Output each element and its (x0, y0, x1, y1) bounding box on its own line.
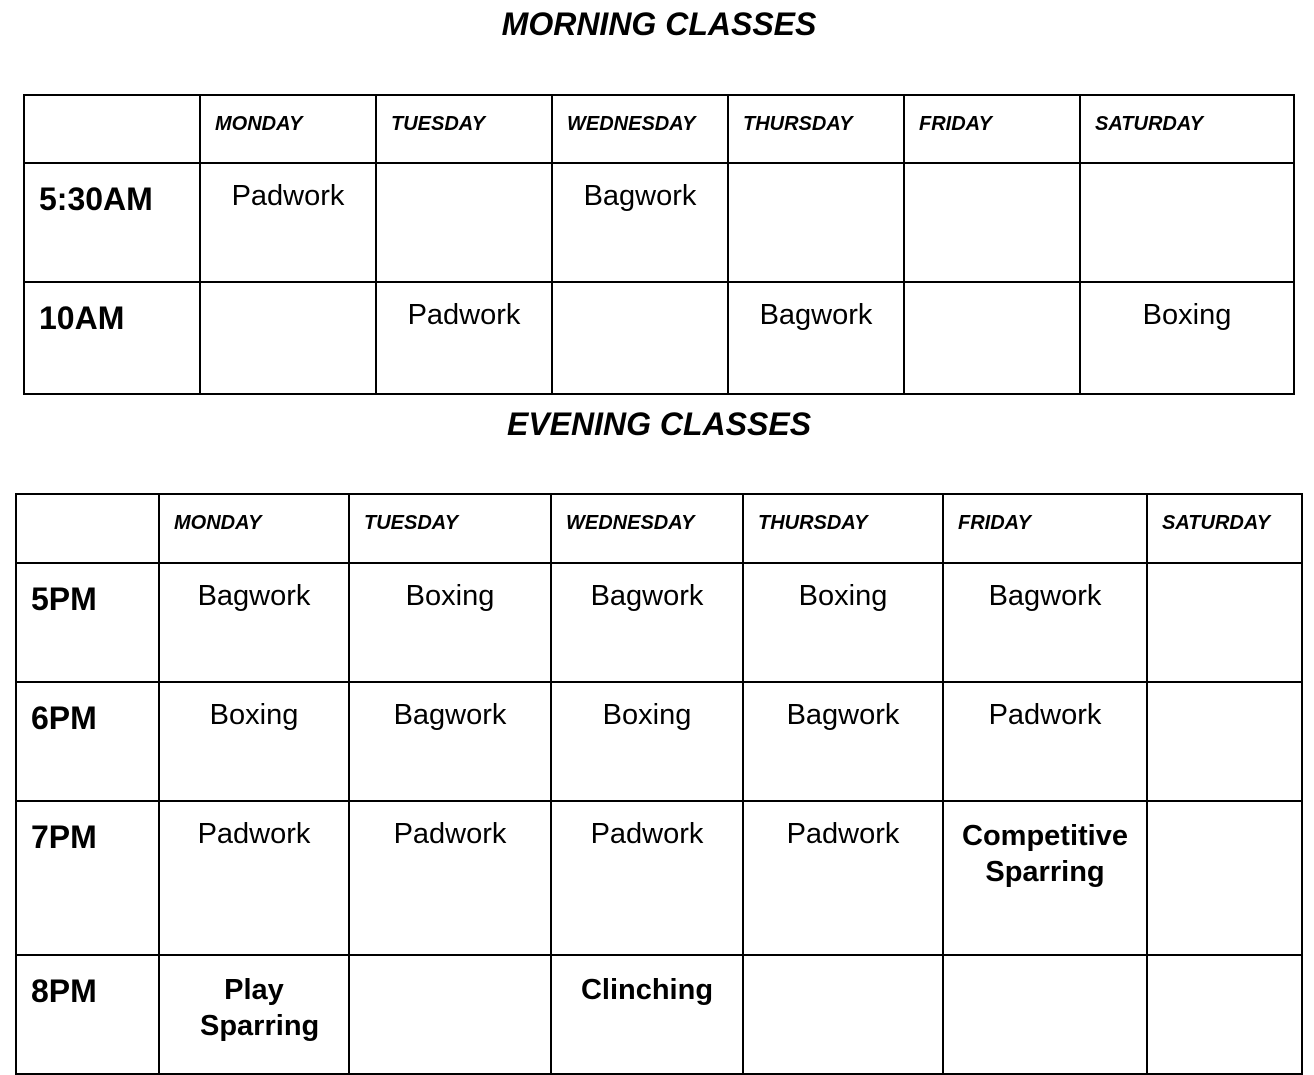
class-cell: Bagwork (943, 563, 1147, 682)
class-cell (349, 955, 551, 1074)
class-cell: Boxing (1080, 282, 1294, 394)
class-cell (200, 282, 376, 394)
class-cell: Padwork (943, 682, 1147, 801)
day-header-monday: MONDAY (200, 95, 376, 163)
class-cell: Padwork (376, 282, 552, 394)
table-row (16, 801, 1302, 955)
class-cell (376, 163, 552, 282)
class-cell (1147, 563, 1302, 682)
day-header-thursday: THURSDAY (728, 95, 904, 163)
day-header-wednesday: WEDNESDAY (551, 494, 743, 563)
day-header-friday: FRIDAY (943, 494, 1147, 563)
class-cell: Padwork (200, 163, 376, 282)
day-header-thursday: THURSDAY (743, 494, 943, 563)
table-header-row (24, 95, 1294, 163)
table-row (24, 163, 1294, 282)
time-cell: 5PM (16, 563, 159, 682)
class-cell: Bagwork (159, 563, 349, 682)
corner-cell (16, 494, 159, 563)
day-header-monday: MONDAY (159, 494, 349, 563)
class-cell: Boxing (159, 682, 349, 801)
time-cell: 8PM (16, 955, 159, 1074)
class-cell: Bagwork (551, 563, 743, 682)
day-header-wednesday: WEDNESDAY (552, 95, 728, 163)
class-cell: Boxing (551, 682, 743, 801)
day-header-tuesday: TUESDAY (376, 95, 552, 163)
time-cell: 7PM (16, 801, 159, 955)
table-row (16, 955, 1302, 1074)
class-cell (743, 955, 943, 1074)
class-cell (904, 282, 1080, 394)
table-row (16, 682, 1302, 801)
class-cell: Padwork (349, 801, 551, 955)
class-cell-play-sparring: Play Sparring (159, 955, 349, 1074)
class-cell: Padwork (551, 801, 743, 955)
time-cell: 10AM (24, 282, 200, 394)
class-cell: Boxing (349, 563, 551, 682)
evening-classes-title: EVENING CLASSES (506, 406, 812, 442)
class-cell (943, 955, 1147, 1074)
class-cell: Padwork (159, 801, 349, 955)
morning-schedule-table (23, 94, 1295, 395)
class-cell-competitive-sparring: Competitive Sparring (943, 801, 1147, 955)
class-cell-clinching: Clinching (551, 955, 743, 1074)
class-cell (1080, 163, 1294, 282)
time-cell: 5:30AM (24, 163, 200, 282)
class-cell (728, 163, 904, 282)
day-header-tuesday: TUESDAY (349, 494, 551, 563)
table-header-row (16, 494, 1302, 563)
day-header-saturday: SATURDAY (1147, 494, 1302, 563)
day-header-friday: FRIDAY (904, 95, 1080, 163)
class-cell: Padwork (743, 801, 943, 955)
time-cell: 6PM (16, 682, 159, 801)
evening-schedule-table (15, 493, 1303, 1075)
corner-cell (24, 95, 200, 163)
class-cell (1147, 801, 1302, 955)
class-cell (1147, 955, 1302, 1074)
class-cell: Bagwork (728, 282, 904, 394)
class-cell: Bagwork (552, 163, 728, 282)
morning-classes-title: MORNING CLASSES (501, 6, 817, 42)
class-cell: Bagwork (743, 682, 943, 801)
class-cell (1147, 682, 1302, 801)
class-cell (552, 282, 728, 394)
table-row (16, 563, 1302, 682)
class-cell (904, 163, 1080, 282)
class-cell: Boxing (743, 563, 943, 682)
class-cell: Bagwork (349, 682, 551, 801)
day-header-saturday: SATURDAY (1080, 95, 1294, 163)
table-row (24, 282, 1294, 394)
